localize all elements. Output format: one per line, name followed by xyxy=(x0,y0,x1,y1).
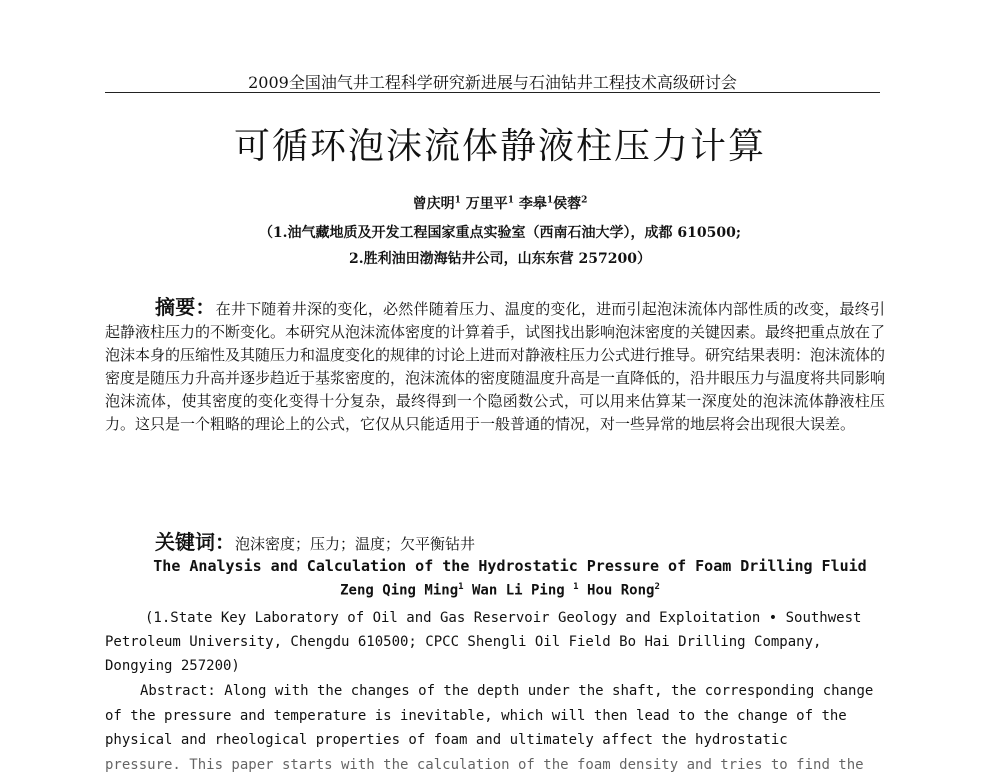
author-sup: 1 xyxy=(573,582,578,592)
header-rule xyxy=(105,92,880,93)
abstract-line: pressure. This paper starts with the calculation of the foam density and tries to find the xyxy=(105,753,885,777)
abstract-line: physical and rheological properties of foam and ultimately affect the hydrostatic xyxy=(105,728,885,753)
chinese-abstract xyxy=(105,296,885,436)
author-sup: 1 xyxy=(508,195,514,205)
author-name: 曾庆明 xyxy=(413,196,455,212)
author-name: Wan Li Ping xyxy=(472,583,565,599)
author-name: 侯蓉 xyxy=(553,196,581,212)
abstract-text: 在井下随着井深的变化，必然伴随着压力、温度的变化，进而引起泡沫流体内部性质的改变，最终引起静液柱压力的不断变化。本研究从泡沫流体密度的计算着手，试图找出影响泡沫密度的关键因素。最终把重点放在了泡沫本身的压缩性及其随压力和温度变化的规律的讨论上进而对静液柱压力公式进行推导。研究结果表明：泡沫流体的密度是随压力升高并逐步趋近于基浆密度的，泡沫流体的密度随温度升高是一直降低的，沿井眼压力与温度将共同影响泡沫流体，使其密度的变化变得十分复杂，最终得到一个隐函数公式，可以用来估算某一深度处的泡沫流体静液柱压力。这只是一个粗略的理论上的公式，它仅从只能适用于一般普通的情况，对一些异常的地层将会出现很大误差。 xyxy=(105,300,885,433)
keywords-text: 泡沫密度；压力；温度；欠平衡钻井 xyxy=(235,535,475,553)
author-name: Hou Rong xyxy=(587,583,654,599)
english-author-list xyxy=(0,582,1000,599)
affiliation-line: Petroleum University, Chengdu 610500; CPCC Shengli Oil Field Bo Hai Drilling Company, xyxy=(105,630,885,654)
affiliation-line: 2.胜利油田渤海钻井公司，山东东营 257200） xyxy=(0,248,1000,268)
author-sup: 1 xyxy=(547,195,553,205)
english-abstract xyxy=(105,679,885,777)
author-sup: 2 xyxy=(654,582,659,592)
chinese-keywords xyxy=(155,526,475,555)
author-name: Zeng Qing Ming xyxy=(340,583,458,599)
author-sup: 1 xyxy=(455,195,461,205)
abstract-line: of the pressure and temperature is inevitable, which will then lead to the change of the xyxy=(105,704,885,729)
affiliation-line: Dongying 257200) xyxy=(105,654,885,678)
english-affiliation xyxy=(105,606,885,678)
english-title: The Analysis and Calculation of the Hydrostatic Pressure of Foam Drilling Fluid xyxy=(0,557,1000,575)
author-name: 李皋 xyxy=(519,196,547,212)
author-list xyxy=(0,193,1000,213)
author-name: 万里平 xyxy=(466,196,508,212)
affiliation-line: (1.State Key Laboratory of Oil and Gas Reservoir Geology and Exploitation • Southwest xyxy=(145,606,885,630)
author-sup: 2 xyxy=(581,195,587,205)
author-sup: 1 xyxy=(458,582,463,592)
affiliation-line: （1.油气藏地质及开发工程国家重点实验室（西南石油大学），成都 610500; xyxy=(0,222,1000,242)
abstract-first-line xyxy=(140,679,885,704)
conference-header: 2009全国油气井工程科学研究新进展与石油钻井工程技术高级研讨会 xyxy=(105,70,880,93)
keywords-label: 关键词： xyxy=(155,530,235,554)
abstract-label: 摘要： xyxy=(155,295,216,319)
abstract-text: Along with the changes of the depth under the shaft, the corresponding change xyxy=(216,683,873,699)
abstract-label: Abstract: xyxy=(140,683,216,699)
paper-title: 可循环泡沫流体静液柱压力计算 xyxy=(0,118,1000,169)
